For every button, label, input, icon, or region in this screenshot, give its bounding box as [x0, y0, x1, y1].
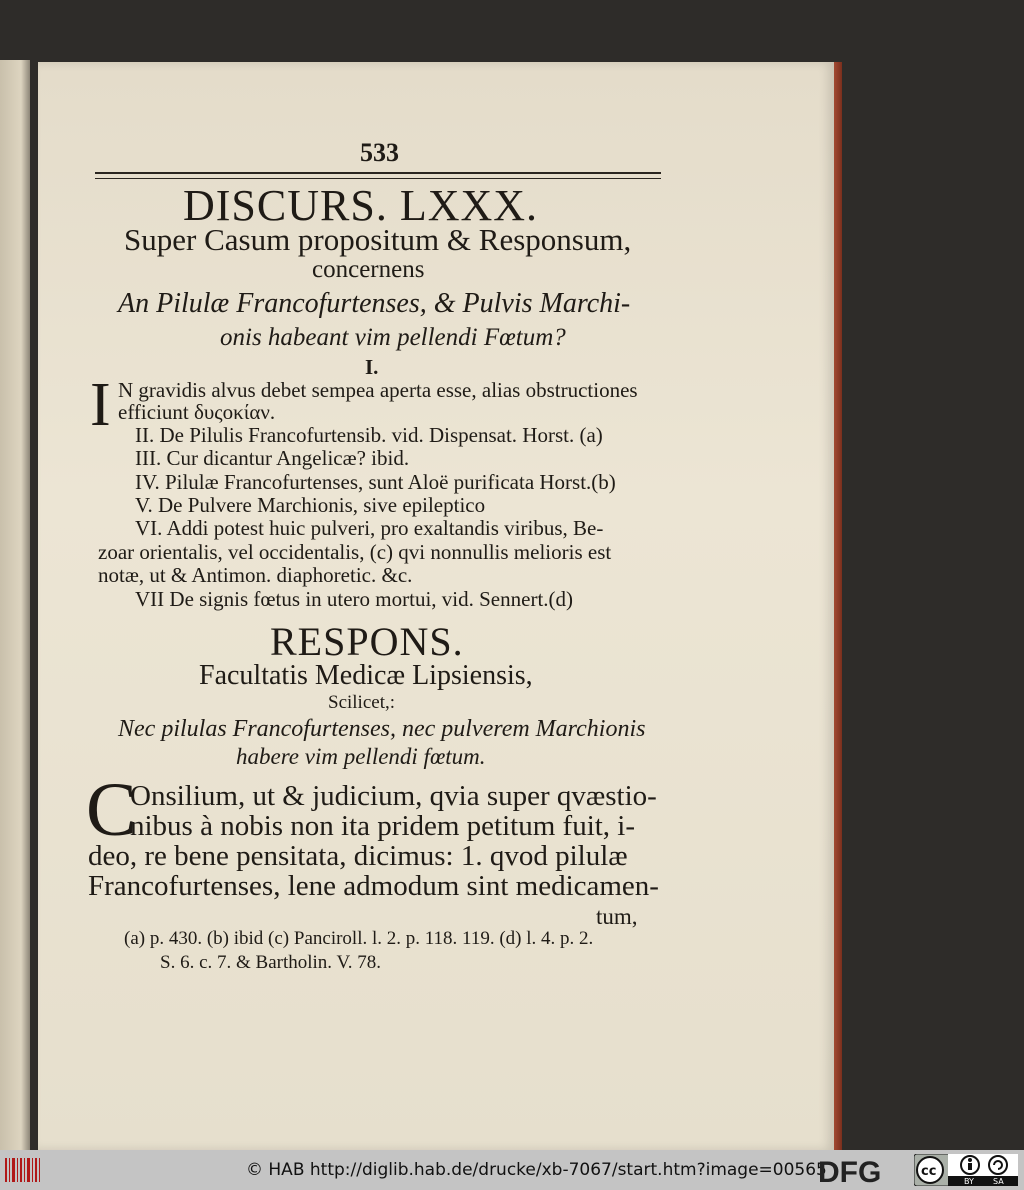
barcode-icon	[4, 1156, 44, 1184]
previous-page-edge	[0, 60, 30, 1150]
question-line-1: An Pilulæ Francofurtenses, & Pulvis Marchi-	[118, 288, 631, 319]
point-5: V. De Pulvere Marchionis, sive epileptico	[135, 493, 486, 517]
creative-commons-badge[interactable]	[914, 1154, 1018, 1186]
subtitle-line-1: Super Casum propositum & Responsum,	[124, 222, 632, 257]
share-alike-icon	[989, 1156, 1007, 1174]
svg-text:cc: cc	[921, 1164, 937, 1179]
point-1-line-1: N gravidis alvus debet sempea aperta esse, alias obstructiones	[118, 378, 638, 402]
point-7: VII De signis fœtus in utero mortui, vid. Sennert.(d)	[135, 587, 574, 611]
point-6-line-2: zoar orientalis, vel occidentalis, (c) qvi nonnullis melioris est	[98, 540, 612, 564]
copyright-url[interactable]: © HAB http://diglib.hab.de/drucke/xb-7067/start.htm?image=00565	[246, 1160, 827, 1180]
header-rule	[95, 172, 661, 179]
page-title: DISCURS. LXXX.	[183, 181, 539, 230]
respons-heading: RESPONS.	[270, 619, 464, 664]
section-number: I.	[365, 355, 379, 379]
paragraph-line-1: Onsilium, ut & judicium, qvia super qvæstio-	[130, 780, 657, 812]
respons-subheading-2: Scilicet,:	[328, 692, 396, 713]
page-edge-red	[834, 62, 842, 1150]
point-6-line-3: notæ, ut & Antimon. diaphoretic. &c.	[98, 563, 413, 587]
dfg-logo-text: DFG	[818, 1156, 882, 1186]
point-4: IV. Pilulæ Francofurtenses, sunt Aloë purificata Horst.(b)	[135, 470, 616, 494]
page-number: 533	[360, 138, 399, 167]
respons-question-1: Nec pilulas Francofurtenses, nec pulverem Marchionis	[118, 716, 646, 742]
point-6-line-1: VI. Addi potest huic pulveri, pro exaltandis viribus, Be-	[135, 516, 604, 540]
paragraph-line-4: Francofurtenses, lene admodum sint medicamen-	[88, 870, 659, 902]
cc-sa-label: SA	[993, 1177, 1004, 1186]
paragraph-line-3: deo, re bene pensitata, dicimus: 1. qvod pilulæ	[88, 840, 628, 872]
respons-question-2: habere vim pellendi fœtum.	[236, 744, 486, 769]
point-3: III. Cur dicantur Angelicæ? ibid.	[135, 446, 410, 470]
subtitle-line-2: concernens	[312, 256, 425, 283]
paragraph-line-2: nibus à nobis non ita pridem petitum fuit, i-	[130, 810, 636, 842]
dropcap-c: C	[86, 768, 137, 852]
cc-by-label: BY	[964, 1177, 974, 1186]
footnote-line-1: (a) p. 430. (b) ibid (c) Panciroll. l. 2. p. 118. 119. (d) l. 4. p. 2.	[124, 928, 594, 949]
respons-subheading-1: Facultatis Medicæ Lipsiensis,	[199, 660, 533, 691]
question-line-2: onis habeant vim pellendi Fœtum?	[220, 324, 566, 351]
point-1-line-2: efficiunt δυςοκίαν.	[118, 400, 276, 424]
point-2: II. De Pilulis Francofurtensib. vid. Dispensat. Horst. (a)	[135, 423, 603, 447]
catchword: tum,	[596, 904, 638, 929]
dropcap-i: I	[90, 371, 111, 439]
dfg-logo-icon	[818, 1156, 910, 1186]
footnote-line-2: S. 6. c. 7. & Bartholin. V. 78.	[160, 952, 381, 973]
viewer-footer-bar	[0, 1150, 1024, 1190]
